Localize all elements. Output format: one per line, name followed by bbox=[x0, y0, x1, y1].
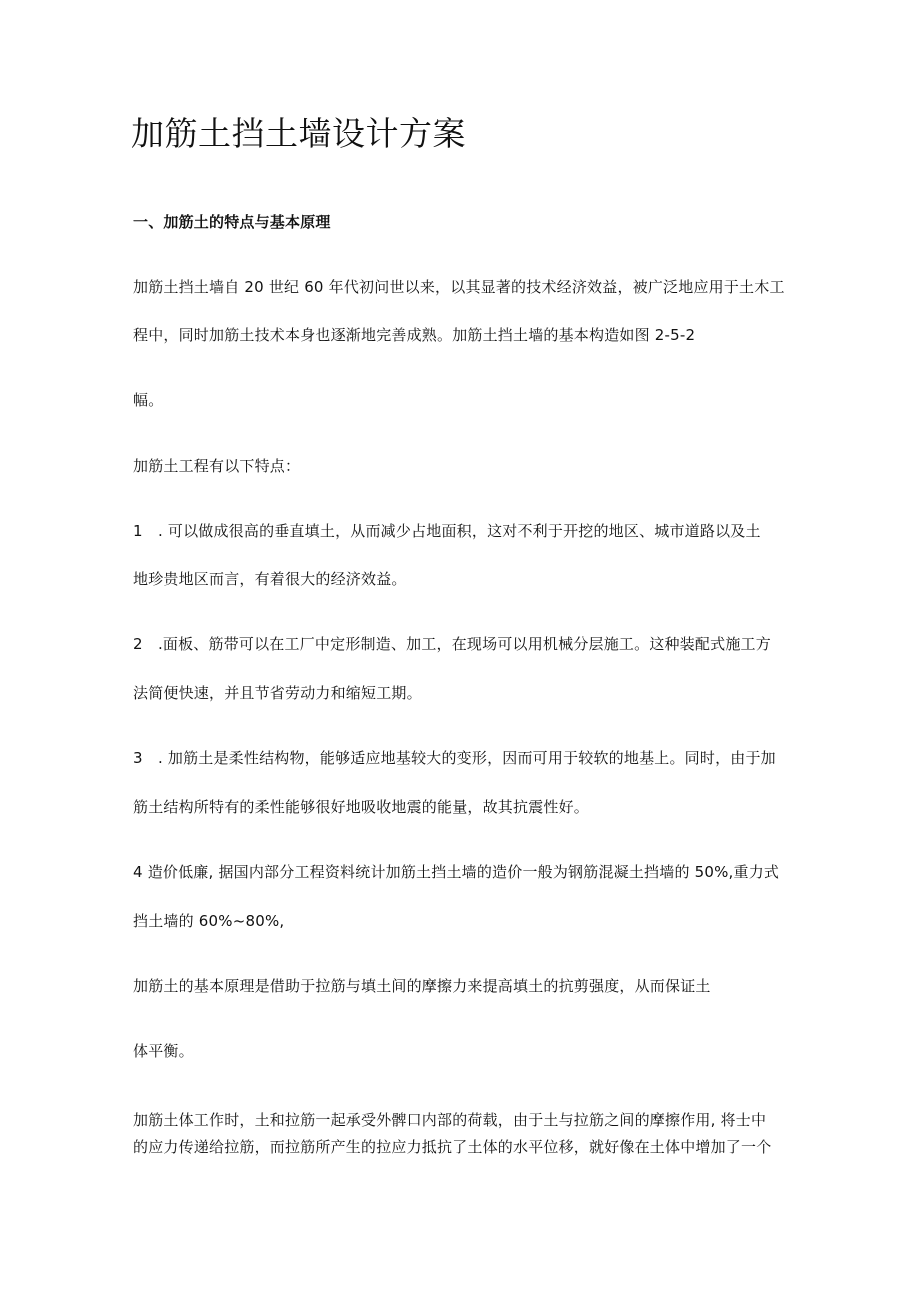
section-heading: 一、加筋土的特点与基本原理 bbox=[133, 213, 331, 231]
document-title: 加筋土挡土墙设计方案 bbox=[131, 114, 466, 153]
feature-2-line-2: 法简便快速，并且节省劳动力和缩短工期。 bbox=[133, 684, 422, 702]
principle-line-2: 体平衡。 bbox=[133, 1042, 194, 1060]
principle-line-1: 加筋土的基本原理是借助于拉筋与填土间的摩擦力来提高填土的抗剪强度，从而保证土 bbox=[133, 977, 711, 995]
paragraph-line-3: 幅。 bbox=[133, 391, 164, 409]
working-line-2: 的应力传递给拉筋，而拉筋所产生的拉应力抵抗了土体的水平位移，就好像在土体中增加了一个 bbox=[133, 1138, 772, 1156]
feature-3-line-2: 筋土结构所特有的柔性能够很好地吸收地震的能量，故其抗震性好。 bbox=[133, 798, 590, 816]
feature-2-line-1: 2 .面板、筋带可以在工厂中定形制造、加工，在现场可以用机械分层施工。这种装配式施工方 bbox=[133, 635, 771, 653]
feature-3-line-1: 3 . 加筋土是柔性结构物，能够适应地基较大的变形，因而可用于较软的地基上。同时，由于加 bbox=[133, 749, 776, 767]
paragraph-line-2: 程中，同时加筋土技术本身也逐渐地完善成熟。加筋土挡土墙的基本构造如图 2-5-2 bbox=[133, 326, 696, 344]
features-intro-line: 加筋土工程有以下特点： bbox=[133, 457, 301, 475]
feature-1-line-2: 地珍贵地区而言，有着很大的经济效益。 bbox=[133, 570, 407, 588]
working-line-1: 加筋土体工作时，土和拉筋一起承受外髀口内部的荷载，由于土与拉筋之间的摩擦作用, 将士中 bbox=[133, 1111, 767, 1129]
feature-4-line-2: 挡土墙的 60%~80%, bbox=[133, 912, 285, 930]
feature-1-line-1: 1 . 可以做成很高的垂直填土，从而减少占地面积，这对不利于开挖的地区、城市道路以及土 bbox=[133, 522, 761, 540]
paragraph-line-1: 加筋土挡土墙自 20 世纪 60 年代初问世以来，以其显著的技术经济效益，被广泛地应用于土木工 bbox=[133, 278, 785, 296]
feature-4-line-1: 4 造价低廉, 据国内部分工程资料统计加筋土挡土墙的造价一般为钢筋混凝土挡墙的 50%,重力式 bbox=[133, 863, 780, 881]
